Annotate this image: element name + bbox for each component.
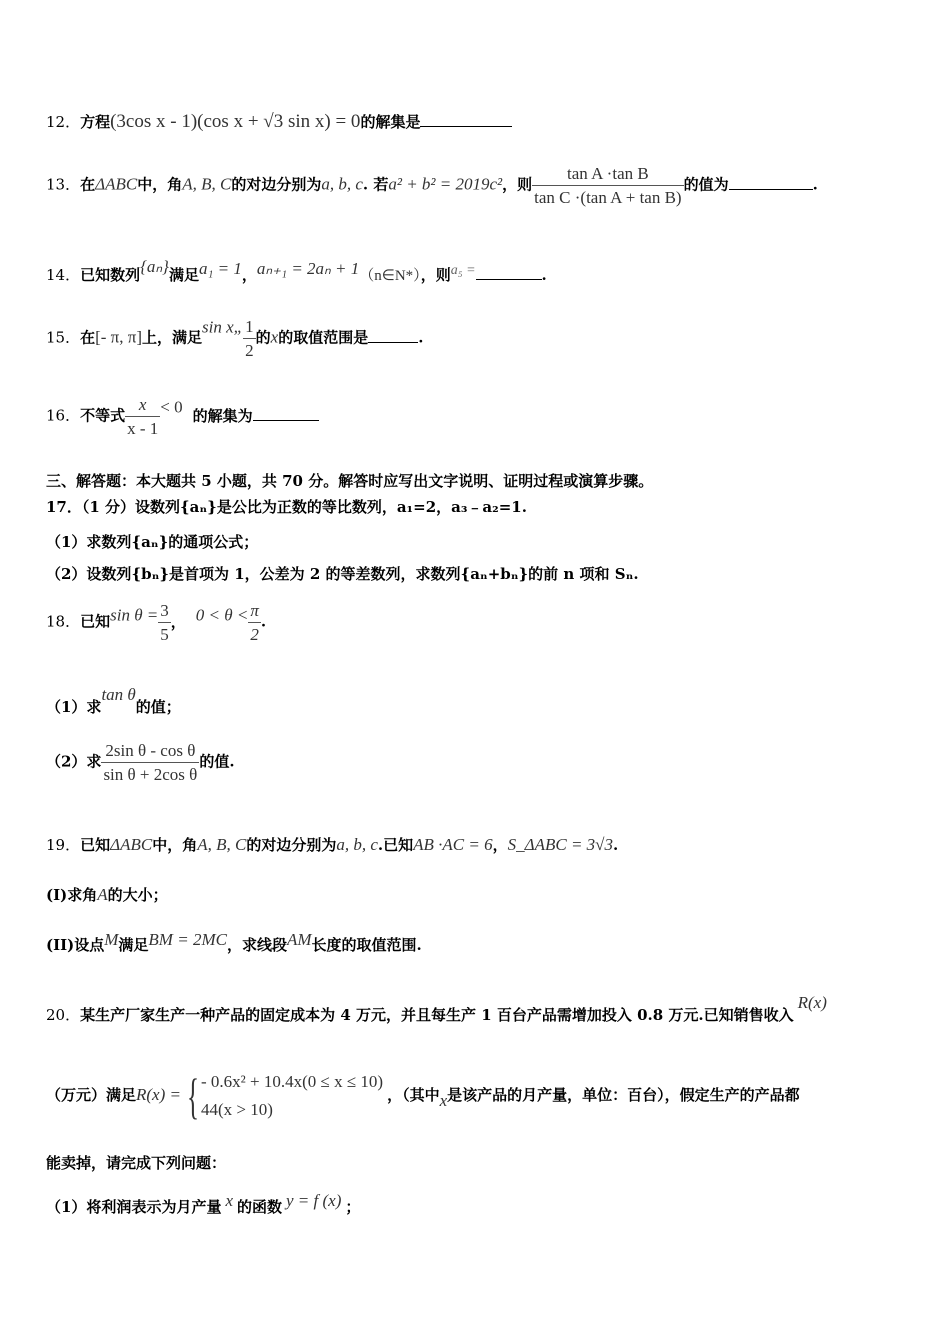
- tangent: tan θ: [101, 685, 136, 704]
- text: (I)求角: [46, 886, 98, 904]
- text: 的: [255, 328, 271, 347]
- variable: x: [270, 327, 279, 347]
- text: 某生产厂家生产一种产品的固定成本为 4 万元，并且每生产 1 百台产品需增加投入 0.8 万元.已知销售收入: [80, 1006, 794, 1024]
- answer-blank: [420, 125, 512, 127]
- text: （1）将利润表示为月产量: [46, 1198, 222, 1216]
- question-20-condition: [46, 1068, 800, 1124]
- condition: a² + b² = 2019c²: [388, 174, 503, 194]
- fifth-term: a₅ =: [450, 263, 476, 278]
- text: 的对边分别为: [246, 836, 337, 854]
- fraction-numerator: x: [125, 396, 160, 417]
- question-number: 16．: [46, 406, 81, 425]
- question-19-part-1: [46, 886, 168, 903]
- question-18-part-1: [46, 686, 181, 715]
- question-17: 17．（1 分）设数列{aₙ}是公比为正数的等比数列，a₁=2，a₃﹣a₂=1.: [46, 498, 527, 516]
- question-17-part-1: （1）求数列{aₙ}的通项公式；: [46, 533, 259, 551]
- text: 已知: [80, 836, 111, 854]
- fraction: [248, 602, 261, 643]
- text: ，（其中: [387, 1086, 440, 1104]
- text: 满足: [168, 266, 199, 284]
- text: 长度的取值范围.: [311, 936, 422, 954]
- case-2: 44(x > 10): [201, 1100, 273, 1119]
- answer-blank: [253, 419, 319, 421]
- text: 满足: [118, 936, 149, 954]
- question-number: 19．: [46, 836, 81, 854]
- text: 中，角: [137, 175, 183, 194]
- text: .已知: [377, 836, 414, 854]
- angles: A, B, C: [182, 174, 232, 194]
- question-number: 14．: [46, 266, 81, 284]
- text: .: [260, 612, 267, 631]
- relation: < 0: [160, 397, 183, 417]
- text: .: [418, 328, 424, 347]
- fraction: [125, 396, 160, 437]
- fraction-denominator: 2: [245, 341, 254, 360]
- question-20-part-1: [46, 1192, 360, 1215]
- text: ，: [241, 266, 257, 284]
- fraction-denominator: 2: [250, 625, 259, 644]
- text: 的大小；: [107, 886, 168, 904]
- variable: M: [104, 930, 119, 949]
- text: ，求线段: [226, 936, 287, 954]
- text: 的函数: [237, 1198, 283, 1216]
- text: 在: [80, 328, 96, 347]
- text: （1）求: [46, 698, 102, 716]
- angle-range: 0 < θ <: [195, 605, 249, 625]
- question-12: [46, 112, 512, 131]
- left-brace: {: [187, 1068, 199, 1124]
- triangle: ΔABC: [95, 174, 138, 194]
- text: 的值.: [199, 752, 235, 771]
- text: 是该产品的月产量，单位：百台），假定生产的产品都: [447, 1086, 800, 1104]
- sides: a, b, c: [336, 835, 378, 854]
- fraction: [532, 165, 683, 206]
- revenue-function: R(x): [797, 993, 827, 1012]
- question-number: 13．: [46, 175, 81, 194]
- text: . 若: [362, 175, 389, 194]
- fraction-numerator: tan A ·tan B: [532, 165, 683, 186]
- sequence: {aₙ}: [140, 257, 169, 276]
- segment: AM: [286, 930, 312, 949]
- text: .: [613, 836, 619, 854]
- text: （2）求: [46, 752, 102, 771]
- text: ，则: [502, 175, 533, 194]
- fraction-numerator: 3: [158, 602, 171, 623]
- fraction-denominator: 5: [160, 625, 169, 644]
- profit-function: y = f (x): [286, 1191, 342, 1210]
- fraction-denominator: x - 1: [127, 419, 159, 438]
- text: 中，角: [152, 836, 198, 854]
- triangle: ΔABC: [110, 835, 153, 854]
- question-15: [46, 318, 423, 359]
- section-heading: 三、解答题：本大题共 5 小题，共 70 分。解答时应写出文字说明、证明过程或演算步骤。: [46, 472, 654, 490]
- question-20: [46, 994, 827, 1023]
- initial-term: a₁ = 1: [199, 259, 242, 278]
- question-19: [46, 836, 618, 853]
- text: 的解集是: [360, 113, 421, 131]
- text: ，则: [420, 266, 451, 284]
- piecewise-cases: [201, 1068, 383, 1124]
- question-number: 15．: [46, 328, 81, 347]
- variable: A: [97, 885, 108, 904]
- text: .: [541, 266, 547, 284]
- question-number: 18．: [46, 612, 81, 631]
- case-1: - 0.6x² + 10.4x(0 ≤ x ≤ 10): [201, 1072, 384, 1091]
- equation: (3cos x - 1)(cos x + √3 sin x) = 0: [110, 111, 361, 132]
- fraction-numerator: π: [248, 602, 261, 623]
- dot-product: AB ·AC = 6: [413, 835, 493, 854]
- area: S_ΔABC = 3√3: [507, 835, 613, 854]
- question-14: [46, 258, 547, 284]
- fraction-numerator: 2sin θ - cos θ: [101, 742, 199, 763]
- text: 的值为: [683, 175, 729, 194]
- text: 上，满足: [142, 328, 203, 347]
- sine-value: sin θ =: [110, 605, 159, 625]
- text: ，: [492, 836, 508, 854]
- answer-blank: [729, 188, 813, 190]
- inequality: sin x„: [202, 317, 244, 337]
- question-number: 12．: [46, 113, 81, 131]
- fraction: [243, 318, 256, 359]
- text: (II)设点: [46, 936, 105, 954]
- question-16: [46, 396, 319, 437]
- domain: （n∈N*）: [359, 268, 421, 284]
- sides: a, b, c: [321, 174, 363, 194]
- condition: BM = 2MC: [148, 930, 227, 949]
- text: 已知数列: [80, 266, 141, 284]
- text: 已知: [80, 612, 111, 631]
- revenue-function: R(x) =: [136, 1085, 181, 1104]
- answer-blank: [476, 278, 542, 280]
- fraction-numerator: 1: [243, 318, 256, 339]
- text: 方程: [80, 113, 111, 131]
- question-number: 20．: [46, 1006, 81, 1024]
- fraction-denominator: tan C ·(tan A + tan B): [534, 188, 682, 207]
- fraction-denominator: sin θ + 2cos θ: [103, 765, 198, 784]
- text: .: [812, 175, 818, 194]
- text: ，: [170, 612, 186, 631]
- question-17-part-2: （2）设数列{bₙ}是首项为 1，公差为 2 的等差数列，求数列{aₙ+bₙ}的前 n 项和 Sₙ.: [46, 565, 639, 583]
- fraction: [158, 602, 171, 643]
- answer-blank: [368, 341, 418, 343]
- question-13: [46, 165, 818, 206]
- angles: A, B, C: [197, 835, 247, 854]
- question-19-part-2: [46, 931, 422, 953]
- text: 的解集为: [192, 406, 253, 425]
- text: 的取值范围是: [278, 328, 369, 347]
- text: 的对边分别为: [231, 175, 322, 194]
- recurrence: aₙ₊₁ = 2aₙ + 1: [256, 259, 360, 278]
- fraction: [101, 742, 199, 783]
- text: 在: [80, 175, 96, 194]
- interval: [- π, π]: [95, 327, 143, 347]
- variable: x: [225, 1191, 233, 1210]
- text: 的值；: [135, 698, 181, 716]
- text: （万元）满足: [46, 1086, 137, 1104]
- text: ；: [345, 1198, 361, 1216]
- question-18-part-2: [46, 742, 235, 783]
- text: 不等式: [80, 406, 126, 425]
- question-20-text: 能卖掉，请完成下列问题：: [46, 1154, 227, 1172]
- question-18: [46, 602, 266, 643]
- variable: x: [439, 1091, 448, 1110]
